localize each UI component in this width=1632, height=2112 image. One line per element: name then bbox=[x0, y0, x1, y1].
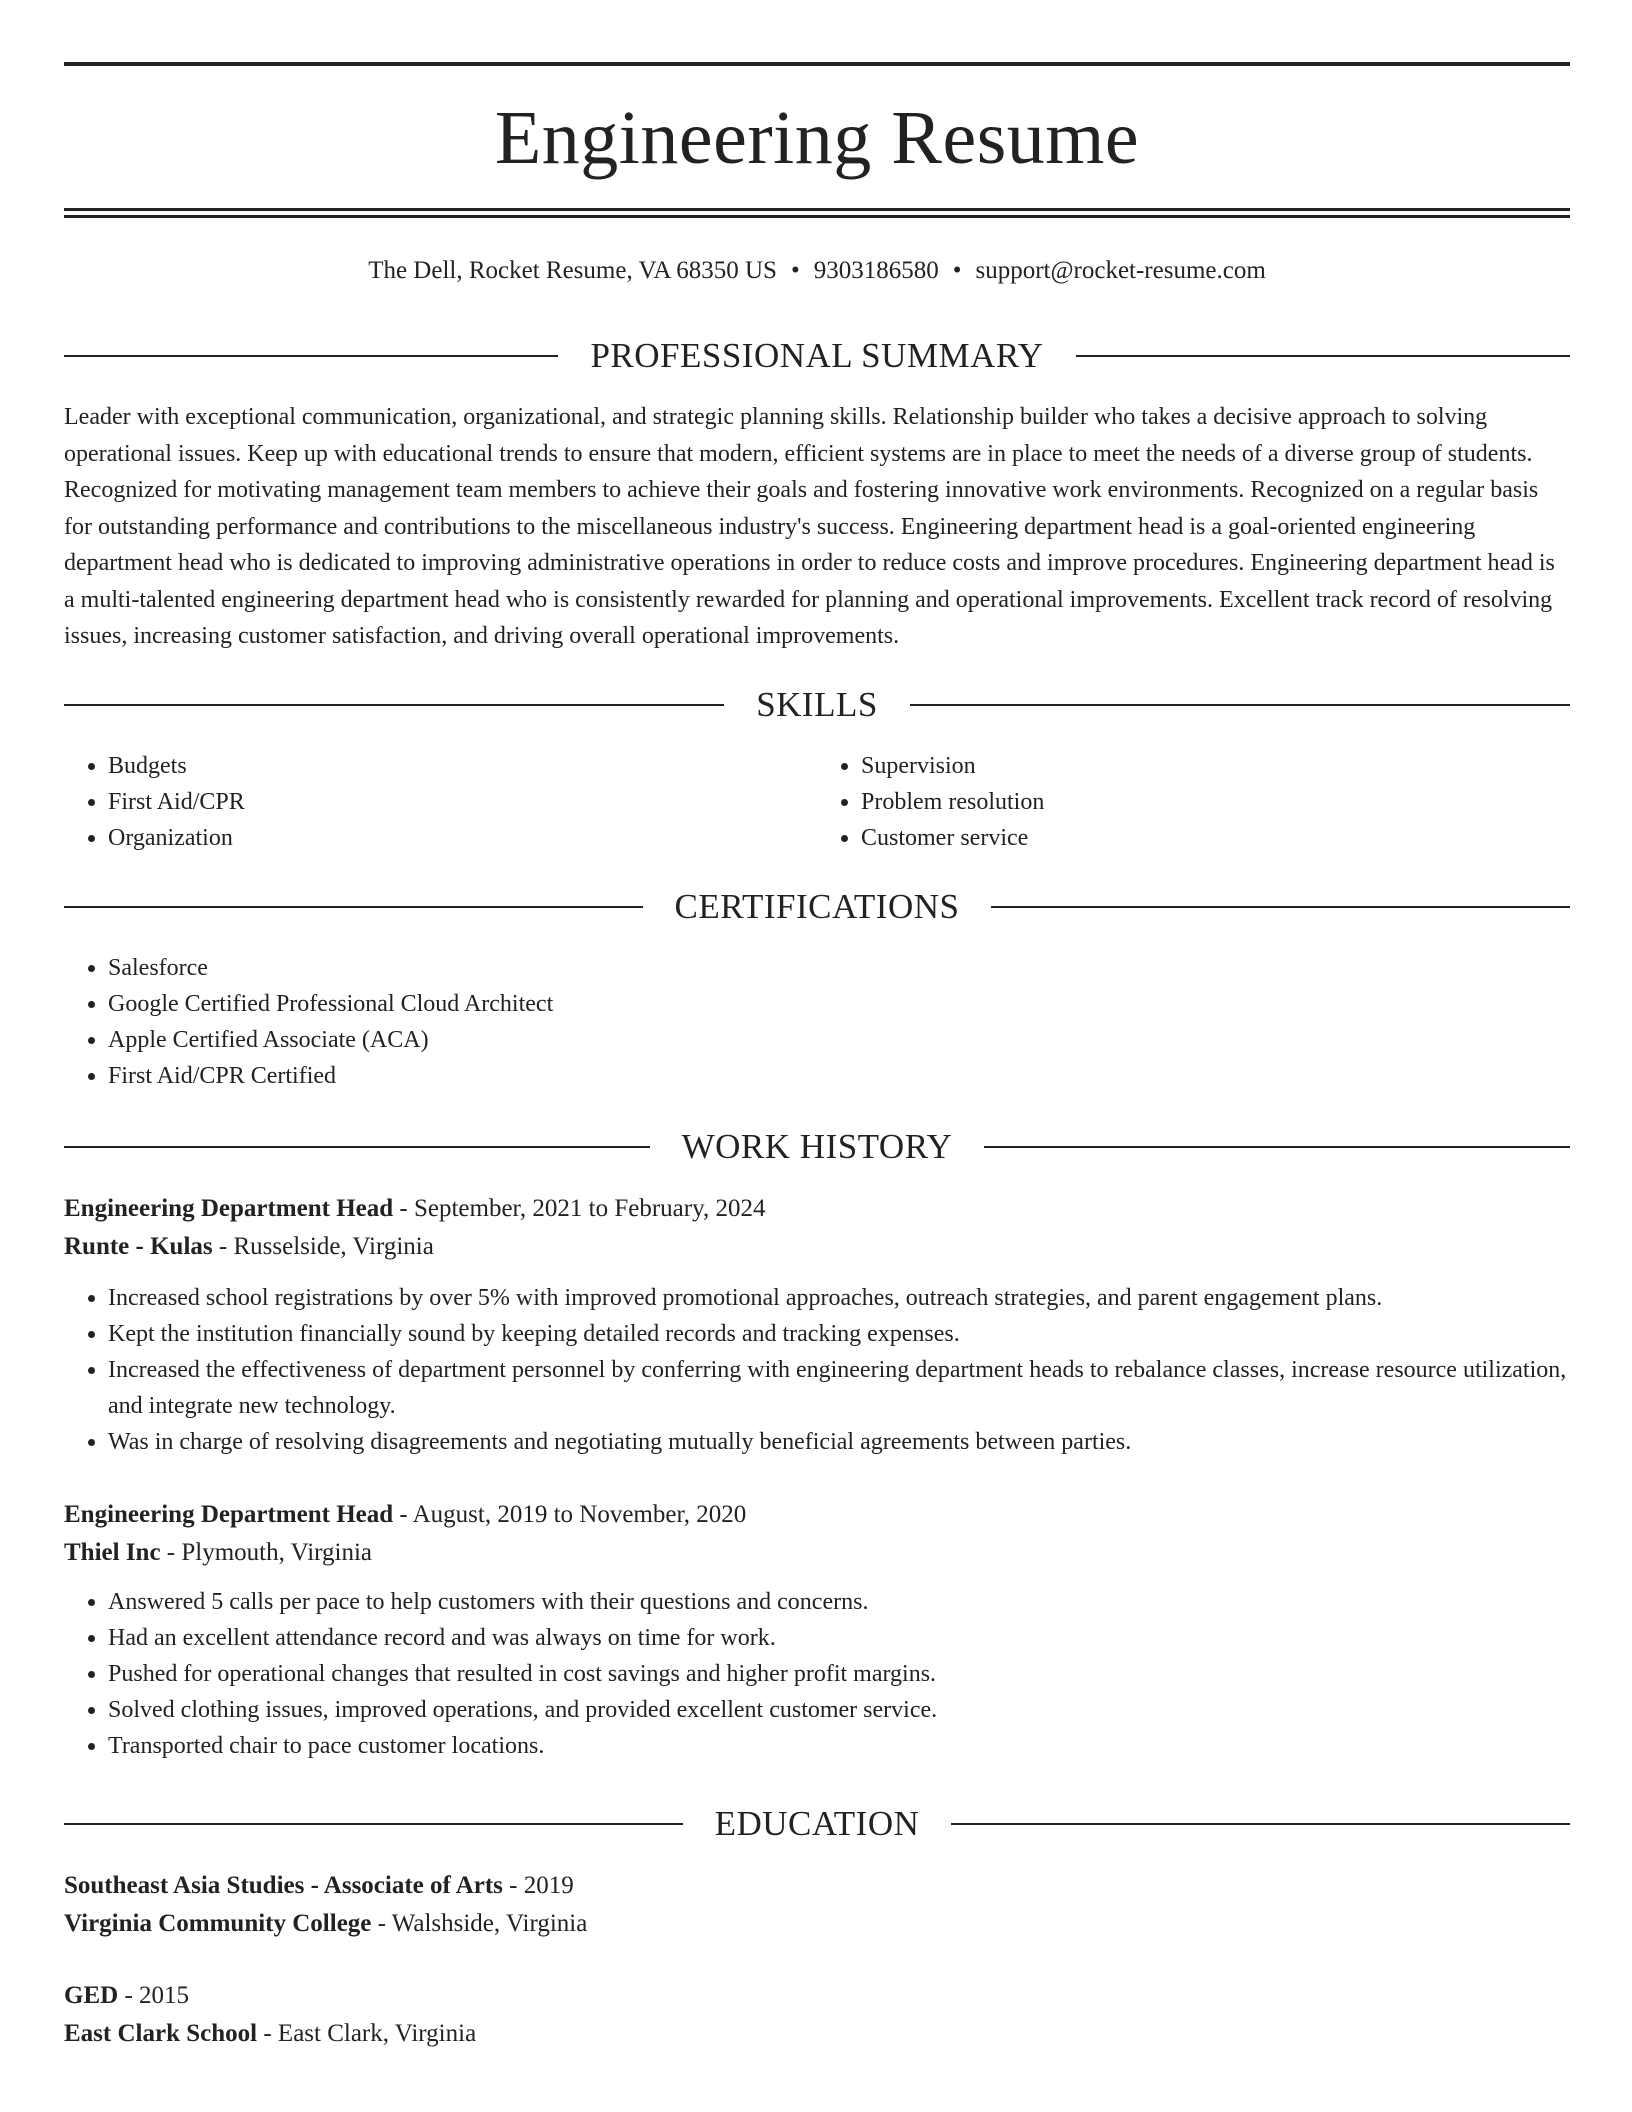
education-entry bbox=[64, 1977, 1570, 2053]
section-title: EDUCATION bbox=[714, 1804, 920, 1843]
skills-column-right bbox=[817, 748, 1570, 856]
certification-item: • Google Certified Professional Cloud Architect bbox=[108, 986, 1570, 1022]
job-dates: - August, 2019 to November, 2020 bbox=[393, 1501, 747, 1528]
job-title: Engineering Department Head bbox=[64, 1501, 394, 1528]
summary-text: Leader with exceptional communication, organizational, and strategic planning skills. Relationship builder who takes a decisive approach to solving operational issues. Keep up with educational trends to ensure that modern, efficient systems are in place to meet the needs of a diverse group of students. Recognized for motivating management team members to achieve their goals and fostering innovative work environments. Recognized on a regular basis for outstanding performance and contributions to the miscellaneous industry's success. Engineering department head is a goal-oriented engineering department head who is dedicated to improving administrative operations in order to reduce costs and improve procedures. Engineering department head is a multi-talented engineering department head who is consistently rewarded for planning and operational improvements. Excellent track record of resolving issues, increasing customer satisfaction, and driving overall operational improvements. bbox=[64, 404, 1555, 649]
job-bullet: • Had an excellent attendance record and was always on time for work. bbox=[108, 1620, 1570, 1656]
section-heading-education bbox=[64, 1806, 1570, 1841]
section-title: CERTIFICATIONS bbox=[674, 887, 960, 926]
skill-item: • Supervision bbox=[861, 748, 1570, 784]
job-bullet: • Answered 5 calls per pace to help customers with their questions and concerns. bbox=[108, 1584, 1570, 1620]
education-degree: Southeast Asia Studies - Associate of Arts bbox=[64, 1872, 503, 1899]
heading-rule bbox=[64, 704, 724, 706]
education-entry bbox=[64, 1867, 1570, 1943]
skill-item: • Organization bbox=[108, 820, 817, 856]
job-bullet: • Solved clothing issues, improved operations, and provided excellent customer service. bbox=[108, 1692, 1570, 1728]
education-school: Virginia Community College bbox=[64, 1910, 372, 1937]
section-heading-certifications bbox=[64, 889, 1570, 924]
contact-separator: • bbox=[952, 257, 962, 284]
job-company: Thiel Inc bbox=[64, 1539, 161, 1566]
job-dates: - September, 2021 to February, 2024 bbox=[393, 1195, 766, 1222]
contact-phone: 9303186580 bbox=[813, 257, 939, 284]
job-bullet: • Kept the institution financially sound by keeping detailed records and tracking expenses. bbox=[108, 1316, 1570, 1352]
contact-address: The Dell, Rocket Resume, VA 68350 US bbox=[368, 257, 777, 284]
heading-rule bbox=[984, 1146, 1570, 1148]
title-double-rule bbox=[64, 208, 1570, 218]
skill-item: • Budgets bbox=[108, 748, 817, 784]
top-rule bbox=[64, 62, 1570, 66]
education-degree-line bbox=[64, 1867, 1570, 1905]
certification-item: • First Aid/CPR Certified bbox=[108, 1058, 1570, 1094]
skills-column-left bbox=[64, 748, 817, 856]
section-heading-skills bbox=[64, 687, 1570, 722]
education-location: - Walshside, Virginia bbox=[371, 1910, 588, 1937]
education-location: - East Clark, Virginia bbox=[257, 2020, 477, 2047]
section-title: WORK HISTORY bbox=[681, 1127, 953, 1166]
education-year: - 2015 bbox=[118, 1982, 190, 2009]
contact-line bbox=[64, 256, 1570, 286]
skill-item: • First Aid/CPR bbox=[108, 784, 817, 820]
job-location: - Plymouth, Virginia bbox=[160, 1539, 373, 1566]
certification-item: • Salesforce bbox=[108, 950, 1570, 986]
heading-rule bbox=[1076, 355, 1570, 357]
education-school: East Clark School bbox=[64, 2020, 258, 2047]
heading-rule bbox=[951, 1823, 1570, 1825]
education-school-line bbox=[64, 1905, 1570, 1943]
section-title: PROFESSIONAL SUMMARY bbox=[590, 336, 1044, 375]
education-degree: GED bbox=[64, 1982, 119, 2009]
heading-rule bbox=[991, 906, 1570, 908]
skill-item: • Problem resolution bbox=[861, 784, 1570, 820]
heading-rule bbox=[64, 1146, 650, 1148]
job-location: - Russelside, Virginia bbox=[212, 1233, 434, 1260]
skill-item: • Customer service bbox=[861, 820, 1570, 856]
heading-rule bbox=[64, 906, 643, 908]
education-year: - 2019 bbox=[502, 1872, 574, 1899]
section-heading-summary bbox=[64, 338, 1570, 373]
job-company: Runte - Kulas bbox=[64, 1233, 213, 1260]
heading-rule bbox=[64, 355, 558, 357]
job-title-line bbox=[64, 1496, 1570, 1534]
job-title-line bbox=[64, 1190, 1570, 1228]
skills-list bbox=[64, 748, 1570, 856]
resume-title: Engineering Resume bbox=[494, 96, 1140, 180]
job-company-line bbox=[64, 1534, 1570, 1572]
heading-rule bbox=[64, 1823, 683, 1825]
job-entry bbox=[64, 1190, 1570, 1460]
certifications-list bbox=[64, 950, 1570, 1094]
job-entry bbox=[64, 1496, 1570, 1764]
job-company-line bbox=[64, 1228, 1570, 1266]
job-bullet: • Increased the effectiveness of department personnel by conferring with engineering department heads to rebalance classes, increase resource utilization, and integrate new technology. bbox=[108, 1352, 1570, 1424]
education-school-line bbox=[64, 2015, 1570, 2053]
job-bullet: • Was in charge of resolving disagreements and negotiating mutually beneficial agreements between parties. bbox=[108, 1424, 1570, 1460]
job-bullet: • Pushed for operational changes that resulted in cost savings and higher profit margins. bbox=[108, 1656, 1570, 1692]
job-bullet: • Increased school registrations by over 5% with improved promotional approaches, outreach strategies, and parent engagement plans. bbox=[108, 1280, 1570, 1316]
section-heading-work bbox=[64, 1129, 1570, 1164]
education-degree-line bbox=[64, 1977, 1570, 2015]
job-title: Engineering Department Head bbox=[64, 1195, 394, 1222]
heading-rule bbox=[910, 704, 1570, 706]
contact-separator: • bbox=[790, 257, 800, 284]
contact-email[interactable]: support@rocket-resume.com bbox=[975, 257, 1266, 284]
job-bullet: • Transported chair to pace customer locations. bbox=[108, 1728, 1570, 1764]
job-bullets bbox=[64, 1584, 1570, 1764]
job-bullets bbox=[64, 1280, 1570, 1460]
certification-item: • Apple Certified Associate (ACA) bbox=[108, 1022, 1570, 1058]
section-title: SKILLS bbox=[756, 685, 878, 724]
